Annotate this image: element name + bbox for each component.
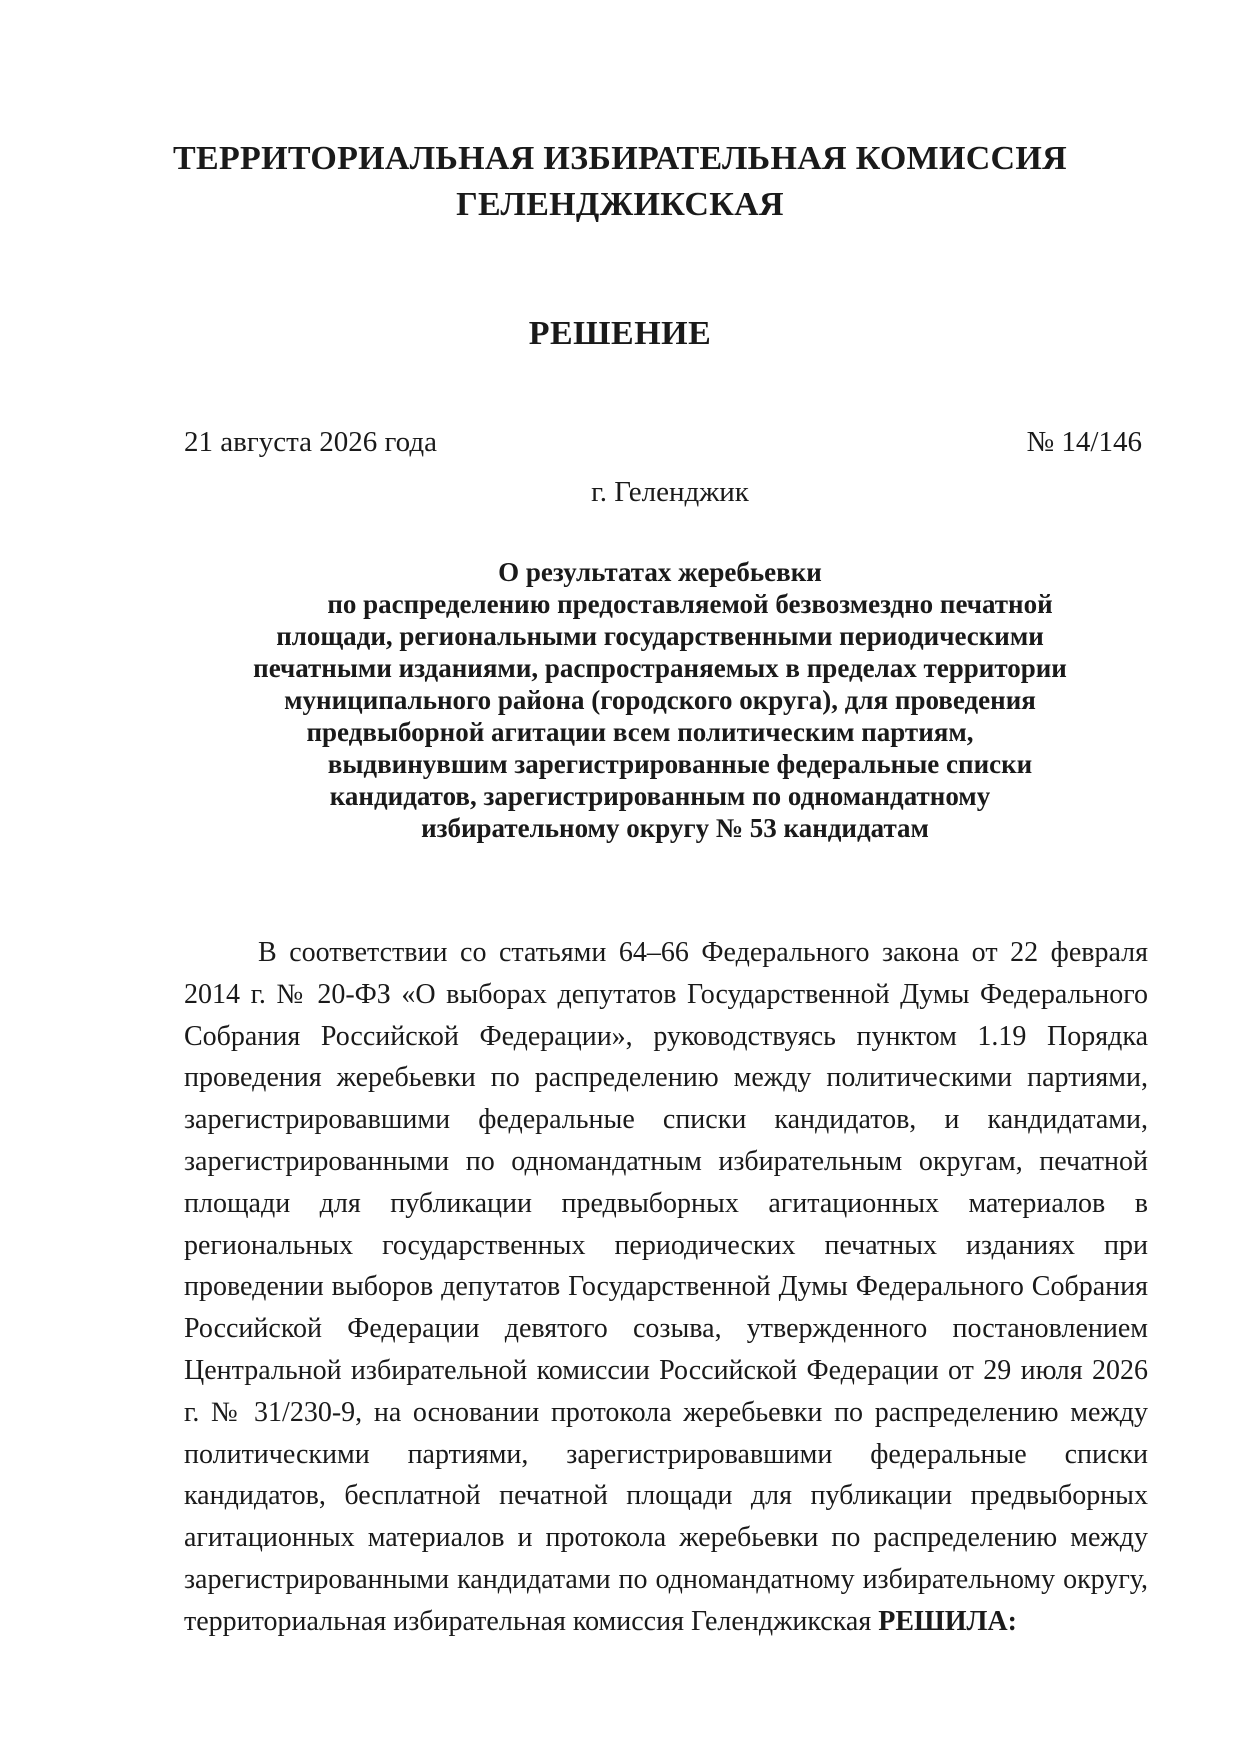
subject-line: О результатах жеребьевки	[498, 557, 822, 587]
subject-line: выдвинувшим зарегистрированные федеральные списки	[327, 749, 1033, 779]
body-paragraph	[184, 932, 1148, 1643]
subject-line: печатными изданиями, распространяемых в пределах территории	[253, 653, 1067, 683]
subject-line: площади, региональными государственными периодическими	[276, 621, 1044, 651]
organization-title-line-2: ГЕЛЕНДЖИКСКАЯ	[456, 186, 784, 223]
organization-title-line-1: ТЕРРИТОРИАЛЬНАЯ ИЗБИРАТЕЛЬНАЯ КОМИССИЯ	[172, 140, 1068, 177]
subject-line: кандидатов, зарегистрированным по одномандатному	[329, 781, 991, 811]
document-date: 21 августа 2026 года	[184, 426, 437, 458]
document-number: № 14/146	[1026, 426, 1142, 458]
document-type-heading: РЕШЕНИЕ	[528, 315, 712, 352]
subject-line: по распределению предоставляемой безвозмездно печатной	[327, 589, 1053, 619]
subject-line: предвыборной агитации всем политическим партиям,	[306, 717, 974, 747]
body-paragraph-text: В соответствии со статьями 64–66 Федерального закона от 22 февраля 2014 г. № 20-ФЗ «О выборах депутатов Государственной Думы Федерального Собрания Российской Федерации», руководствуясь пунктом 1.19 Порядка проведения жеребьевки по распределению между политическими партиями, зарегистрировавшими федеральные списки кандидатов, и кандидатами, зарегистрированными по одномандатным избирательным округам, печатной площади для публикации предвыборных агитационных материалов в региональных государственных периодических печатных изданиях при проведении выборов депутатов Государственной Думы Федерального Собрания Российской Федерации девятого созыва, утвержденного постановлением Центральной избирательной комиссии Российской Федерации от 29 июля 2026 г. № 31/230-9, на основании протокола жеребьевки по распределению между политическими партиями, зарегистрировавшими федеральные списки кандидатов, бесплатной печатной площади для публикации предвыборных агитационных материалов и протокола жеребьевки по распределению между зарегистрированными кандидатами по одномандатному избирательному округу, территориальная избирательная комиссия Геленджикская	[184, 937, 1148, 1637]
subject-line: муниципального района (городского округа), для проведения	[284, 685, 1036, 715]
subject-line: избирательному округу № 53 кандидатам	[421, 813, 929, 843]
document-subject	[200, 556, 1120, 844]
document-city: г. Геленджик	[591, 476, 749, 508]
resolved-keyword: РЕШИЛА:	[878, 1605, 1017, 1637]
organization-title	[0, 136, 1240, 228]
